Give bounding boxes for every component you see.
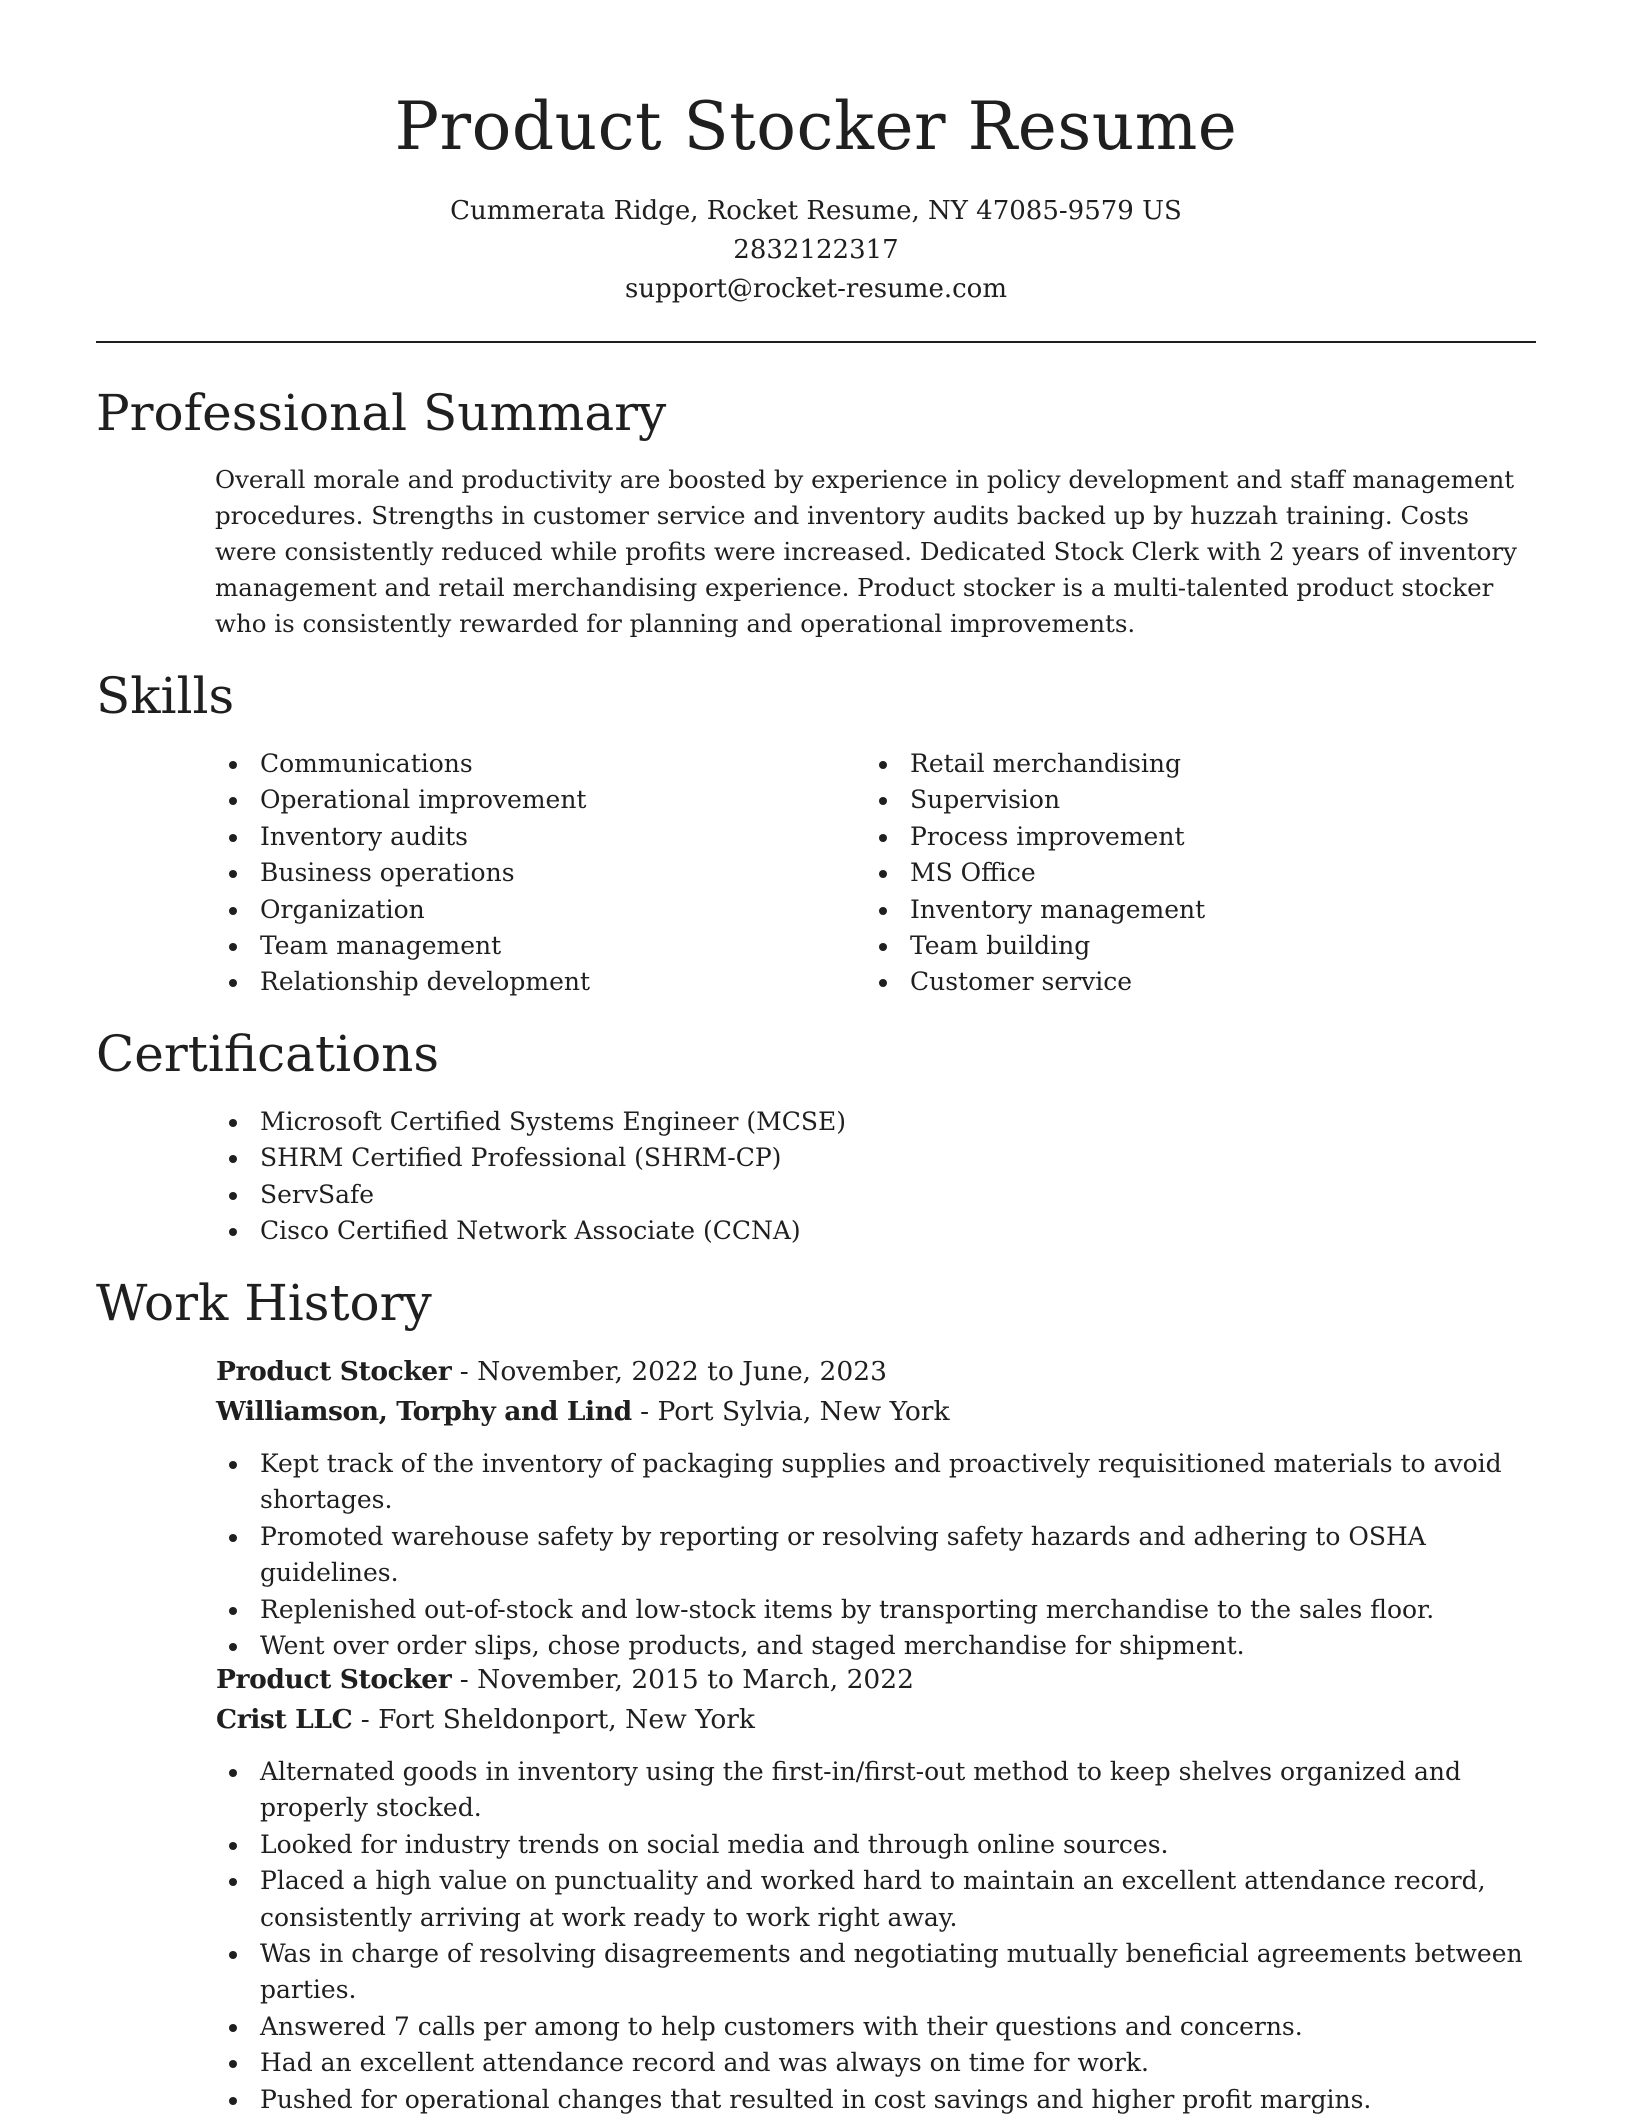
job-bullet: Answered 7 calls per among to help customers with their questions and concerns. bbox=[216, 2009, 1536, 2045]
job-title-line bbox=[216, 1660, 1536, 1700]
certifications-list bbox=[216, 1104, 1216, 1250]
job-title-line bbox=[216, 1352, 1536, 1392]
job-bullet: Went over order slips, chose products, and staged merchandise for shipment. bbox=[216, 1628, 1536, 1664]
certification-item: Microsoft Certified Systems Engineer (MCSE) bbox=[216, 1104, 1216, 1140]
skills-column-right bbox=[866, 746, 1486, 1001]
contact-address: Cummerata Ridge, Rocket Resume, NY 47085-9579 US bbox=[450, 196, 1182, 226]
skill-item: Process improvement bbox=[866, 819, 1486, 855]
job-bullet: Had an excellent attendance record and was always on time for work. bbox=[216, 2045, 1536, 2081]
job-bullet: Pushed for operational changes that resulted in cost savings and higher profit margins. bbox=[216, 2082, 1536, 2118]
summary-heading: Professional Summary bbox=[96, 384, 667, 442]
job-dates: - November, 2015 to March, 2022 bbox=[451, 1664, 915, 1695]
skill-item: Business operations bbox=[216, 855, 836, 891]
contact-email: support@rocket-resume.com bbox=[624, 274, 1007, 304]
skill-item: Team management bbox=[216, 928, 836, 964]
job-bullet: Promoted warehouse safety by reporting or resolving safety hazards and adhering to OSHA guidelines. bbox=[216, 1519, 1536, 1592]
skill-item: Operational improvement bbox=[216, 782, 836, 818]
job-bullet: Alternated goods in inventory using the first-in/first-out method to keep shelves organized and properly stocked. bbox=[216, 1754, 1536, 1827]
header-divider bbox=[96, 341, 1536, 343]
job-bullet: Placed a high value on punctuality and worked hard to maintain an excellent attendance record, consistently arriving at work ready to work right away. bbox=[216, 1863, 1536, 1936]
job-location: - Port Sylvia, New York bbox=[631, 1396, 950, 1427]
job-company: Williamson, Torphy and Lind bbox=[216, 1396, 632, 1427]
skills-column-left bbox=[216, 746, 836, 1001]
work-history-heading: Work History bbox=[96, 1274, 432, 1332]
skills-list-left bbox=[216, 746, 836, 1001]
certification-item: Cisco Certified Network Associate (CCNA) bbox=[216, 1213, 1216, 1249]
job-title: Product Stocker bbox=[216, 1664, 452, 1695]
job-company-line bbox=[216, 1700, 1536, 1740]
skill-item: Inventory management bbox=[866, 892, 1486, 928]
certification-item: SHRM Certified Professional (SHRM-CP) bbox=[216, 1140, 1216, 1176]
contact-phone: 2832122317 bbox=[733, 235, 899, 265]
job-title: Product Stocker bbox=[216, 1356, 452, 1387]
resume-title: Product Stocker Resume bbox=[394, 88, 1238, 165]
job-company-line bbox=[216, 1392, 1536, 1432]
job-dates: - November, 2022 to June, 2023 bbox=[451, 1356, 887, 1387]
contact-block bbox=[0, 192, 1632, 309]
job-bullet: Was in charge of resolving disagreements and negotiating mutually beneficial agreements between parties. bbox=[216, 1936, 1536, 2009]
skill-item: Customer service bbox=[866, 964, 1486, 1000]
job-bullets bbox=[216, 1446, 1536, 1664]
certifications-block bbox=[216, 1104, 1216, 1250]
job-bullet: Replenished out-of-stock and low-stock items by transporting merchandise to the sales floor. bbox=[216, 1592, 1536, 1628]
skill-item: Inventory audits bbox=[216, 819, 836, 855]
certifications-heading: Certifications bbox=[96, 1025, 440, 1083]
certification-item: ServSafe bbox=[216, 1177, 1216, 1213]
skill-item: Organization bbox=[216, 892, 836, 928]
job-bullet: Looked for industry trends on social media and through online sources. bbox=[216, 1827, 1536, 1863]
skill-item: Communications bbox=[216, 746, 836, 782]
resume-header bbox=[0, 0, 1632, 309]
skill-item: Supervision bbox=[866, 782, 1486, 818]
summary-text: Overall morale and productivity are boosted by experience in policy development and staff management procedures. Strengths in customer service and inventory audits backed up by huzzah training. Costs were consistently reduced while profits were increased. Dedicated Stock Clerk with 2 years of inventory management and retail merchandising experience. Product stocker is a multi-talented product stocker who is consistently rewarded for planning and operational improvements. bbox=[215, 465, 1517, 638]
job-location: - Fort Sheldonport, New York bbox=[352, 1704, 755, 1735]
skill-item: Team building bbox=[866, 928, 1486, 964]
skills-list-right bbox=[866, 746, 1486, 1001]
job-entry bbox=[216, 1660, 1536, 2118]
skill-item: MS Office bbox=[866, 855, 1486, 891]
job-entry bbox=[216, 1352, 1536, 1664]
skill-item: Retail merchandising bbox=[866, 746, 1486, 782]
skill-item: Relationship development bbox=[216, 964, 836, 1000]
job-company: Crist LLC bbox=[216, 1704, 353, 1735]
job-bullet: Kept track of the inventory of packaging supplies and proactively requisitioned materials to avoid shortages. bbox=[216, 1446, 1536, 1519]
skills-heading: Skills bbox=[96, 667, 235, 725]
job-bullets bbox=[216, 1754, 1536, 2118]
